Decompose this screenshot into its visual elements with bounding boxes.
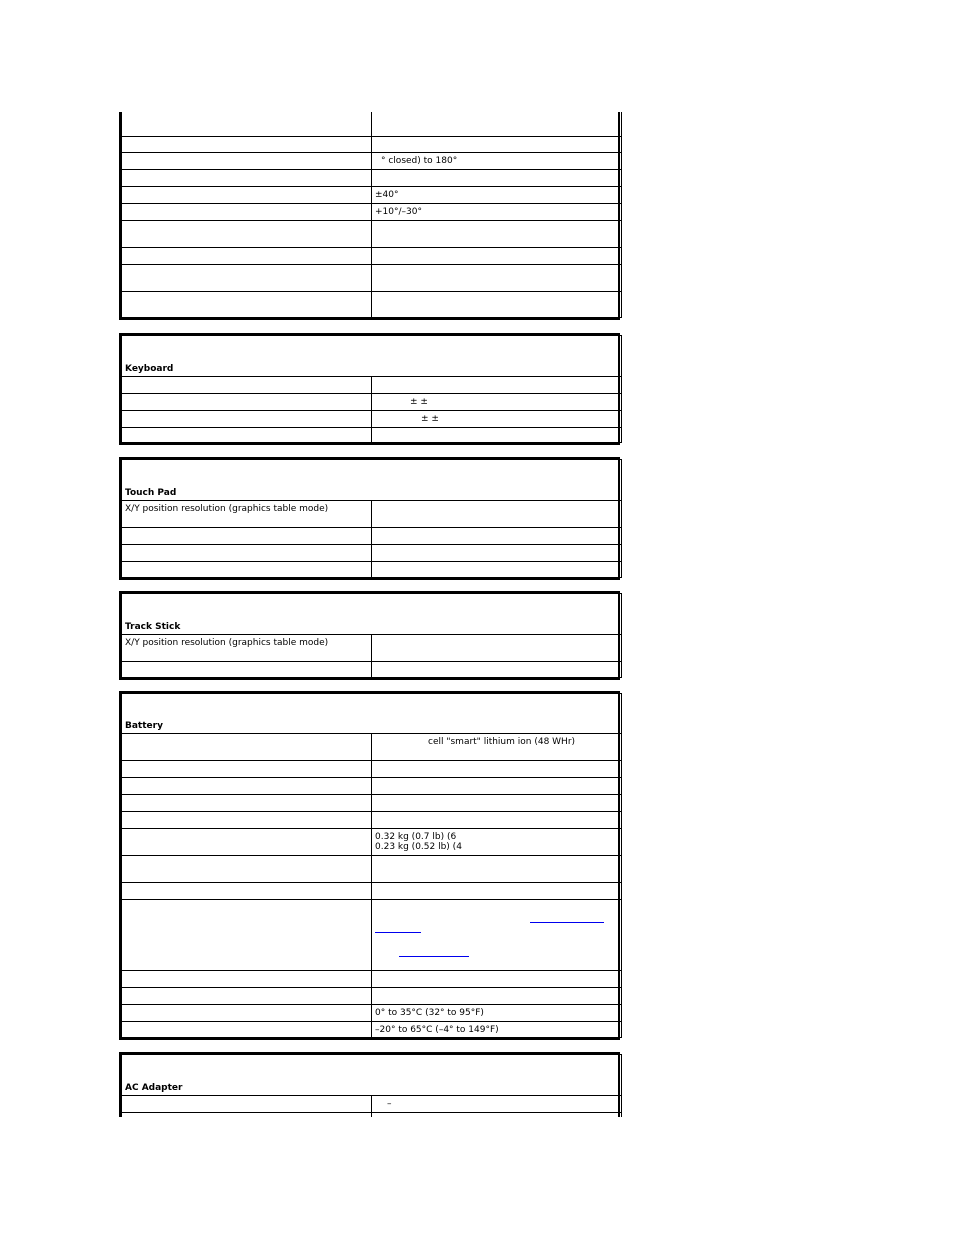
trackstick-specs-table: [119, 591, 620, 680]
spec-label: [122, 635, 372, 662]
spec-label: [122, 247, 372, 264]
touchpad-resolution-label: X/Y position resolution (graphics table mode): [125, 504, 329, 514]
spec-label: [122, 883, 372, 900]
spec-value: [372, 829, 622, 856]
spec-label: [122, 152, 372, 169]
spec-label: [122, 112, 372, 136]
battery-weight-line2: 0.23 kg (0.52 lb) (4: [375, 842, 462, 852]
touchpad-specs-table: [119, 457, 620, 580]
spec-value: [372, 562, 622, 578]
spec-value: [372, 394, 622, 411]
section-title-touchpad: Touch Pad: [122, 460, 622, 501]
spec-label: [122, 900, 372, 971]
spec-label: [122, 528, 372, 545]
spec-value: [372, 377, 622, 394]
spec-label: [122, 411, 372, 428]
spec-value: [372, 778, 622, 795]
spec-value: [372, 186, 622, 203]
spec-value: [372, 795, 622, 812]
spec-label: [122, 562, 372, 578]
spec-value: [372, 883, 622, 900]
spec-label: [122, 778, 372, 795]
spec-label: [122, 220, 372, 247]
battery-weight-line1: 0.32 kg (0.7 lb) (6: [375, 832, 457, 842]
spec-value: [372, 291, 622, 317]
spec-value: [372, 635, 622, 662]
ac-adapter-specs-table: [119, 1052, 620, 1117]
trackstick-resolution-label: X/Y position resolution (graphics table mode): [125, 638, 329, 648]
spec-label: [122, 829, 372, 856]
battery-type-value: cell "smart" lithium ion (48 WHr): [428, 737, 576, 747]
spec-value: [372, 501, 622, 528]
spec-value: [372, 136, 622, 152]
spec-value: [372, 1113, 622, 1117]
spec-value: [372, 169, 622, 186]
spec-value: [372, 152, 622, 169]
spec-label: [122, 856, 372, 883]
spec-value: [372, 1022, 622, 1038]
spec-value: [372, 971, 622, 988]
spec-value: [372, 220, 622, 247]
spec-label: [122, 812, 372, 829]
spec-value: [372, 662, 622, 678]
spec-label: [122, 988, 372, 1005]
spec-value: [372, 988, 622, 1005]
battery-link-1[interactable]: [530, 914, 604, 923]
spec-value: [372, 900, 622, 971]
spec-value: [372, 1096, 622, 1113]
spec-value: [372, 411, 622, 428]
viewing-angle-value: ° closed) to 180°: [381, 155, 458, 166]
spec-label: [122, 1005, 372, 1022]
spec-value: [372, 428, 622, 443]
spec-label: [122, 662, 372, 678]
spec-value: [372, 264, 622, 291]
spec-label: [122, 169, 372, 186]
spec-value: [372, 812, 622, 829]
spec-label: [122, 186, 372, 203]
spec-label: [122, 545, 372, 562]
ac-adapter-input-value: –: [387, 1099, 392, 1109]
spec-label: [122, 501, 372, 528]
spec-value: [372, 112, 622, 136]
display-specs-table: [119, 112, 620, 320]
spec-value: [372, 545, 622, 562]
battery-storage-temp: –20° to 65°C (–4° to 149°F): [375, 1025, 499, 1035]
spec-value: [372, 528, 622, 545]
spec-label: [122, 1096, 372, 1113]
battery-link-2[interactable]: [399, 948, 469, 957]
spec-label: [122, 761, 372, 778]
spec-label: [122, 1022, 372, 1038]
vertical-angle-value: +10°/–30°: [375, 206, 422, 217]
spec-label: [122, 1113, 372, 1117]
battery-weight-value: [375, 829, 462, 852]
horizontal-angle-value: ±40°: [375, 189, 399, 200]
section-title-ac-adapter: AC Adapter: [122, 1055, 622, 1096]
spec-label: [122, 428, 372, 443]
key-travel-value: ± ±: [421, 414, 439, 424]
spec-value: [372, 1005, 622, 1022]
section-title-trackstick: Track Stick: [122, 594, 622, 635]
section-title-keyboard: Keyboard: [122, 336, 622, 377]
spec-value: [372, 856, 622, 883]
spec-label: [122, 136, 372, 152]
spec-label: [122, 291, 372, 317]
spec-value: [372, 203, 622, 220]
spec-value: [372, 247, 622, 264]
spec-value: [372, 734, 622, 761]
spec-label: [122, 734, 372, 761]
battery-specs-table: [119, 691, 620, 1040]
spec-label: [122, 971, 372, 988]
keyboard-specs-table: [119, 333, 620, 445]
spec-value: [372, 761, 622, 778]
spec-label: [122, 795, 372, 812]
spec-label: [122, 394, 372, 411]
spec-label: [122, 377, 372, 394]
key-pitch-value: ± ±: [410, 397, 428, 407]
section-title-battery: Battery: [122, 694, 622, 734]
battery-link-1-cont[interactable]: [375, 924, 421, 933]
spec-label: [122, 264, 372, 291]
battery-operating-temp: 0° to 35°C (32° to 95°F): [375, 1008, 484, 1018]
spec-label: [122, 203, 372, 220]
